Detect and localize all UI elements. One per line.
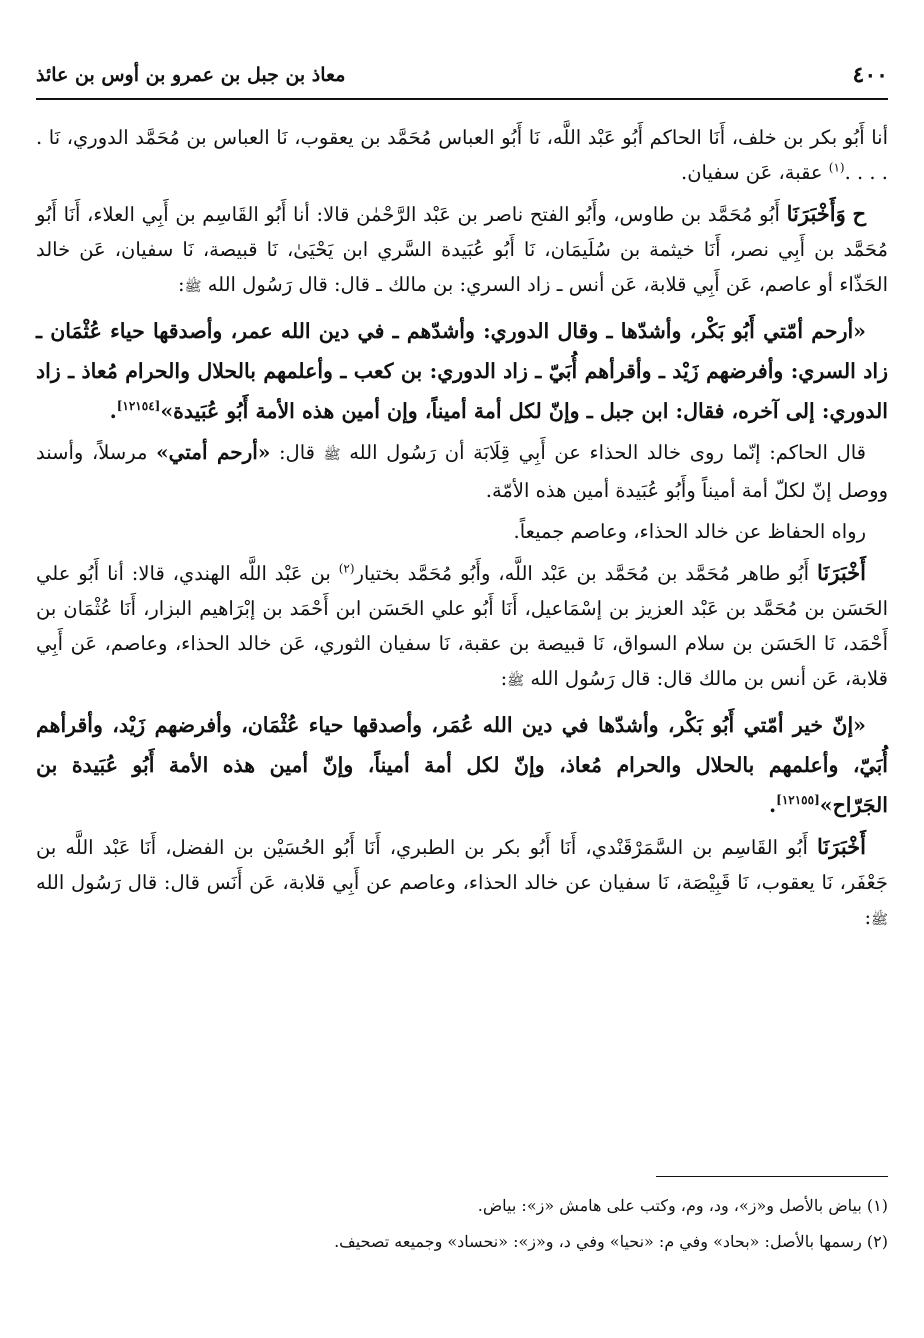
footnotes: [36, 1188, 888, 1260]
running-title: معاذ بن جبل بن عمرو بن أوس بن عائذ: [36, 64, 346, 86]
page-number: ٤٠٠: [852, 62, 888, 88]
book-page: [36, 40, 888, 1300]
salla-ligature: ﷺ: [507, 673, 525, 689]
quoted-hadith: «أرحم أمتي»: [156, 440, 271, 464]
akhbarana-keyword: أَخْبَرَنَا: [817, 560, 866, 585]
footnote-1: [36, 1188, 888, 1224]
footnote-ref-1[interactable]: (١): [828, 160, 845, 175]
hadith-text-1: «أرحم أمّتي أَبُو بَكْر، وأشدّها ـ وقال الدوري: وأشدّهم ـ في دين الله عمر، وأصدقها حياء عُثْمَان ـ زاد السري: وأفرضهم زَيْد ـ وأقرأهم أُبَيّ ـ زاد الدوري: بن كعب ـ وأعلمهم بالحلال والحرام مُعاذ ـ زاد الدوري: إلى آخره، فقال: ابن جبل ـ وإنّ لكل أمة أميناً، وإن أمين هذه الأمة أَبُو عُبَيدة»[١٢١٥٤].: [36, 319, 888, 423]
akhbarana-keyword: أَخْبَرَنَا: [817, 834, 866, 859]
hadith-text-2: «إنّ خير أمّتي أَبُو بَكْر، وأشدّها في دين الله عُمَر، وأصدقها حياء عُثْمَان، وأفرضهم زَيْد، وأقرأهم أُبَيّ، وأعلمهم بالحلال والحرام مُعاذ، وإنّ لكل أمة أميناً، وإنّ أمين هذه الأمة أَبُو عُبَيدة بن الجَرّاح»[١٢١٥٥].: [36, 713, 888, 817]
salla-ligature: ﷺ: [323, 447, 341, 463]
tahwil-mark: ح: [852, 201, 867, 226]
paragraph-hakim-comment: قال الحاكم: إنّما روى خالد الحذاء عن أَبِي قِلَابَة أن رَسُول الله ﷺ قال: «أرحم أمتي» مرسلاً، وأسند ووصل إنّ لكلّ أمة أميناً وأَبُو عُبَيدة أمين هذه الأمّة.: [36, 440, 888, 502]
footnote-number: (١): [866, 1196, 888, 1215]
main-text: [36, 120, 888, 944]
footnote-divider: [656, 1176, 888, 1177]
paragraph-riwaya-note: رواه الحفاظ عن خالد الحذاء، وعاصم جميعاً.: [513, 520, 866, 543]
salla-ligature: ﷺ: [184, 279, 202, 295]
running-header: [36, 58, 888, 100]
paragraph-isnad-2: ح وَأَخْبَرَنَا أَبُو مُحَمَّد بن طاوس، وأَبُو الفتح ناصر بن عَبْد الرَّحْمٰن قالا: أنا أَبُو القَاسِم بن أَبِي العلاء، أَنَا أَبُو مُحَمَّد بن أَبِي نصر، أَنَا خيثمة بن سُلَيمَان، نَا أَبُو عُبَيدة السَّري ابن يَحْيَىٰ، نَا قبيصة، نَا سفيان، عَن خالد الحَذّاء أو عاصم، عَن أَبِي قلابة، عَن أنس ـ زاد السري: بن مالك ـ قال: قال رَسُول الله ﷺ:: [36, 201, 888, 296]
hadith-number-1: [١٢١٥٤]: [116, 399, 161, 414]
akhbarana-keyword: وَأَخْبَرَنَا: [786, 201, 846, 226]
footnote-ref-2[interactable]: (٢): [338, 561, 355, 576]
footnote-2: [36, 1224, 888, 1260]
hadith-number-2: [١٢١٥٥]: [776, 793, 820, 808]
paragraph-isnad-1: أنا أَبُو بكر بن خلف، أَنَا الحاكم أَبُو عَبْد اللَّه، نَا أَبُو العباس مُحَمَّد بن يعقوب، نَا العباس بن مُحَمَّد الدوري، نَا . . . . .$^{(١)}$ عقبة، عَن سفيان.: [36, 126, 888, 184]
salla-ligature: ﷺ: [871, 912, 888, 928]
footnote-number: (٢): [866, 1232, 888, 1251]
footnote-text: رسمها بالأصل: «بحاد» وفي م: «نحيا» وفي د، و«ز»: «نحساد» وجميعه تصحيف.: [334, 1232, 862, 1251]
paragraph-isnad-3: أَخْبَرَنَا أَبُو طاهر مُحَمَّد بن مُحَمَّد بن عَبْد اللَّه، وأَبُو مُحَمَّد بختيار$^{(٢)}$ بن عَبْد اللَّه الهندي، قالا: أنا أَبُو علي الحَسَن بن مُحَمَّد بن عَبْد العزيز بن إسْمَاعيل، أَنَا أَبُو علي الحَسَن ابن أَحْمَد بن إبْرَاهيم البزار، أَنَا عُثْمَان بن أَحْمَد، نَا الحَسَن بن سلام السواق، نَا قبيصة بن عقبة، نَا سفيان الثوري، عَن خالد الحذاء، وعاصم، عَن أَبِي قلابة، عَن أنس بن مالك قال: قال رَسُول الله ﷺ:: [36, 560, 888, 690]
footnote-text: بياض بالأصل و«ز»، ود، وم، وكتب على هامش «ز»: بياض.: [477, 1196, 862, 1215]
paragraph-isnad-4: أَخْبَرَنَا أَبُو القَاسِم بن السَّمَرْقَنْدي، أَنَا أَبُو بكر بن الطبري، أَنَا أَبُو الحُسَيْن بن الفضل، أَنَا عَبْد اللَّه بن جَعْفَر، نَا يعقوب، نَا قَبِيْصَة، نَا سفيان عن خالد الحذاء، وعاصم عن أَبِي قلابة، عَن أَنَس قال: قال رَسُول الله ﷺ:: [36, 834, 888, 929]
